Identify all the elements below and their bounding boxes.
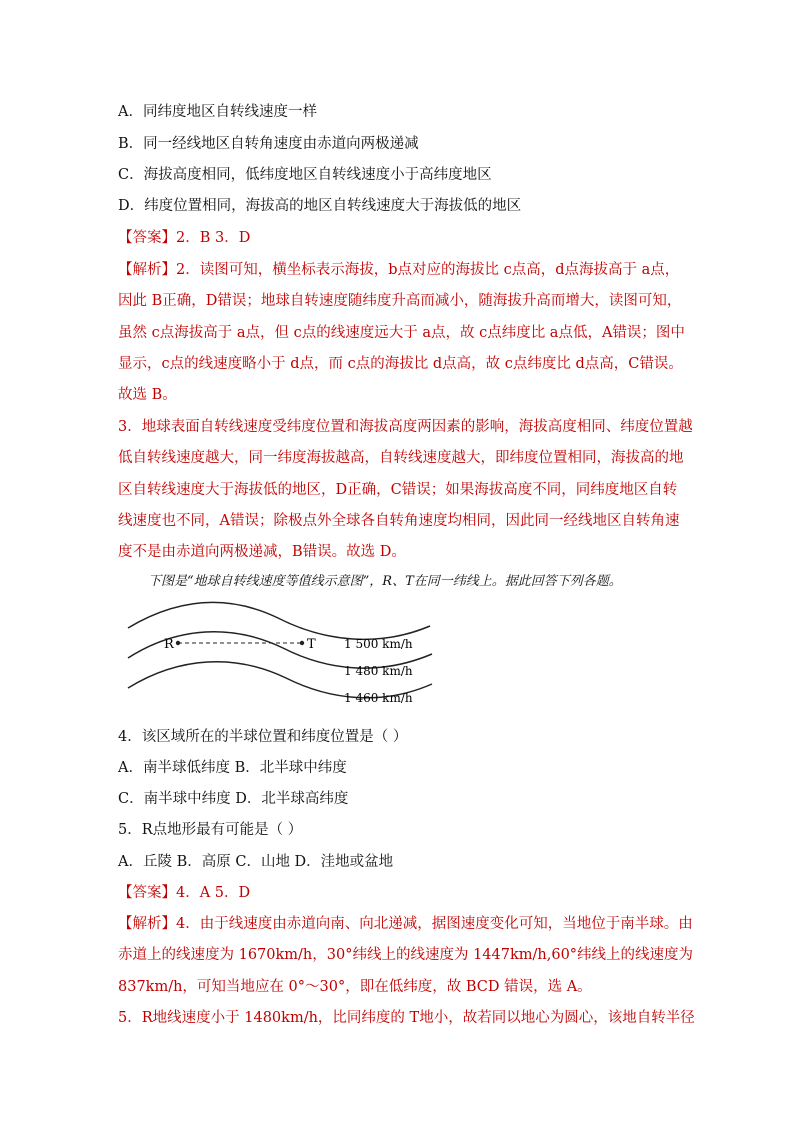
analysis-line <box>118 260 679 280</box>
answer-text: 4．A 5．D <box>176 885 251 901</box>
q4-stem: 4．该区域所在的半球位置和纬度位置是（ ） <box>118 729 408 745</box>
q1-option-b: B．同一经线地区自转角速度由赤道向两极递减 <box>118 136 419 152</box>
analysis-text: 4．由于线速度由赤道向南、向北递减，据图速度变化可知，当地位于南半球。由 <box>176 916 693 932</box>
q1-option-a: A．同纬度地区自转线速度一样 <box>118 104 317 120</box>
answer-tag: 【答案】 <box>118 230 176 246</box>
analysis-line: 5．R地线速度小于 1480km/h，比同纬度的 T地小，故若同以地心为圆心，该地自转半径 <box>118 1010 695 1026</box>
isoline-label-1460: 1 460 km/h <box>344 691 413 705</box>
analysis-tag: 【解析】 <box>118 262 176 278</box>
q1-option-c: C．海拔高度相同，低纬度地区自转线速度小于高纬度地区 <box>118 167 492 183</box>
point-t-marker <box>300 641 304 645</box>
isoline-label-1480: 1 480 km/h <box>344 664 413 678</box>
figure-intro: 下图是“地球自转线速度等值线示意图”，R、T在同一纬线上。据此回答下列各题。 <box>148 574 622 589</box>
analysis-line <box>118 914 693 934</box>
isoline-1500 <box>128 602 430 639</box>
answer-line-1 <box>118 228 250 248</box>
q5-stem: 5．R点地形最有可能是（ ） <box>118 822 303 838</box>
answer-text: 2．B 3．D <box>176 230 251 246</box>
q5-options: A．丘陵 B．高原 C．山地 D．洼地或盆地 <box>118 854 394 870</box>
analysis-line: 837km/h，可知当地应在 0°～30°，即在低纬度，故 BCD 错误，选 A。 <box>118 979 592 995</box>
analysis-text: 2．读图可知，横坐标表示海拔，b点对应的海拔比 c点高，d点海拔高于 a点， <box>176 262 680 278</box>
q1-option-d: D．纬度位置相同，海拔高的地区自转线速度大于海拔低的地区 <box>118 198 522 214</box>
point-r-label: R <box>164 637 174 652</box>
analysis-line: 显示，c点的线速度略小于 d点，而 c点的海拔比 d点高，故 c点纬度比 d点高，C错误。 <box>118 356 683 372</box>
analysis-line: 区自转线速度大于海拔低的地区，D正确，C错误；如果海拔高度不同，同纬度地区自转 <box>118 482 678 498</box>
point-t-label: T <box>307 637 316 652</box>
analysis-line: 度不是由赤道向两极递减，B错误。故选 D。 <box>118 544 406 560</box>
q4-options-2: C．南半球中纬度 D．北半球高纬度 <box>118 791 349 807</box>
analysis-line: 故选 B。 <box>118 387 177 403</box>
isoline-label-1500: 1 500 km/h <box>344 637 413 651</box>
isoline-figure <box>118 596 448 716</box>
analysis-tag: 【解析】 <box>118 916 176 932</box>
q4-options-1: A．南半球低纬度 B．北半球中纬度 <box>118 760 347 776</box>
analysis-line: 赤道上的线速度为 1670km/h，30°纬线上的线速度为 1447km/h,60°纬线上的线速度为 <box>118 947 694 963</box>
answer-line-2 <box>118 883 250 903</box>
analysis-line: 因此 B正确，D错误；地球自转速度随纬度升高而减小，随海拔升高而增大，读图可知， <box>118 293 682 309</box>
answer-tag: 【答案】 <box>118 885 176 901</box>
analysis-line: 低自转线速度越大，同一纬度海拔越高，自转线速度越大，即纬度位置相同，海拔高的地 <box>118 450 684 466</box>
point-r-marker <box>176 641 180 645</box>
analysis-line: 3．地球表面自转线速度受纬度位置和海拔高度两因素的影响，海拔高度相同、纬度位置越 <box>118 419 693 435</box>
isoline-diagram <box>118 596 448 716</box>
analysis-line: 线速度也不同，A错误；除极点外全球各自转角速度均相同，因此同一经线地区自转角速 <box>118 513 680 529</box>
analysis-line: 虽然 c点海拔高于 a点，但 c点的线速度远大于 a点，故 c点纬度比 a点低，A错误；图中 <box>118 325 685 341</box>
